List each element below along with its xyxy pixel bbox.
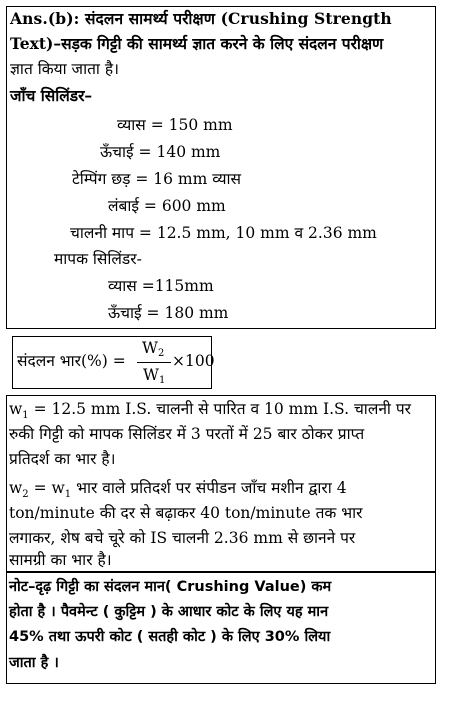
rod-length: लंबाई = 600 mm (108, 197, 226, 215)
note-line-2: होता है । पैवमेन्ट ( कुट्टिम ) के आधार कोट के लिए यह मान (9, 604, 329, 620)
w1-line-3: प्रतिदर्श का भार है। (9, 450, 116, 468)
formula-denominator: $W_1$ (143, 366, 166, 386)
cylinder-diameter: व्यास = 150 mm (117, 116, 233, 134)
answer-box (6, 6, 436, 329)
answer-heading-line-2: Text)–सड़क गिट्टी की सामर्थ्य ज्ञात करने के लिए संदलन परीक्षण (10, 34, 384, 53)
tamping-rod: टेम्पिंग छड़ = 16 mm व्यास (72, 170, 241, 188)
formula-numerator: $W_2$ (142, 339, 165, 359)
measuring-cylinder-height: ऊँचाई = 180 mm (108, 304, 229, 322)
measuring-cylinder-heading: मापक सिलिंडर- (54, 250, 142, 268)
note-line-4: जाता है । (9, 655, 59, 671)
test-cylinder-heading: जाँच सिलिंडर– (10, 86, 93, 105)
w2-line-3: लगाकर, शेष बचे चूरे को IS चालनी 2.36 mm से छानने पर (9, 529, 356, 547)
cylinder-height: ऊँचाई = 140 mm (100, 143, 221, 161)
fraction-bar (137, 362, 171, 363)
note-line-1: नोट–दृढ़ गिट्टी का संदलन मान( Crushing Value) कम (9, 579, 332, 595)
w1-line-1: $w_1 = 12.5$ mm I.S. चालनी से पारित व 10 mm I.S. चालनी पर (9, 400, 412, 421)
answer-heading-line-1: Ans.(b): संदलन सामर्थ्य परीक्षण (Crushing Strength (10, 9, 392, 28)
formula-multiplier: ×100 (172, 352, 215, 370)
w1-line-2: रुकी गिट्टी को मापक सिलिंडर में 3 परतों में 25 बार ठोकर प्राप्त (9, 425, 365, 443)
w2-line-4: सामग्री का भार है। (9, 551, 112, 569)
w2-line-2: ton/minute की दर से बढ़ाकर 40 ton/minute तक भार (9, 504, 363, 522)
note-line-3: 45% तथा ऊपरी कोट ( सतही कोट ) के लिए 30% लिया (9, 629, 331, 645)
sieve-sizes: चालनी माप = 12.5 mm, 10 mm व 2.36 mm (70, 224, 377, 242)
answer-line-3: ज्ञात किया जाता है। (10, 60, 119, 78)
w2-line-1: $w_2 = w_1$ भार वाले प्रतिदर्श पर संपीडन जाँच मशीन द्वारा 4 (9, 479, 347, 500)
formula-lhs: संदलन भार(%) = (17, 352, 126, 370)
measuring-cylinder-diameter: व्यास =115mm (108, 277, 214, 295)
